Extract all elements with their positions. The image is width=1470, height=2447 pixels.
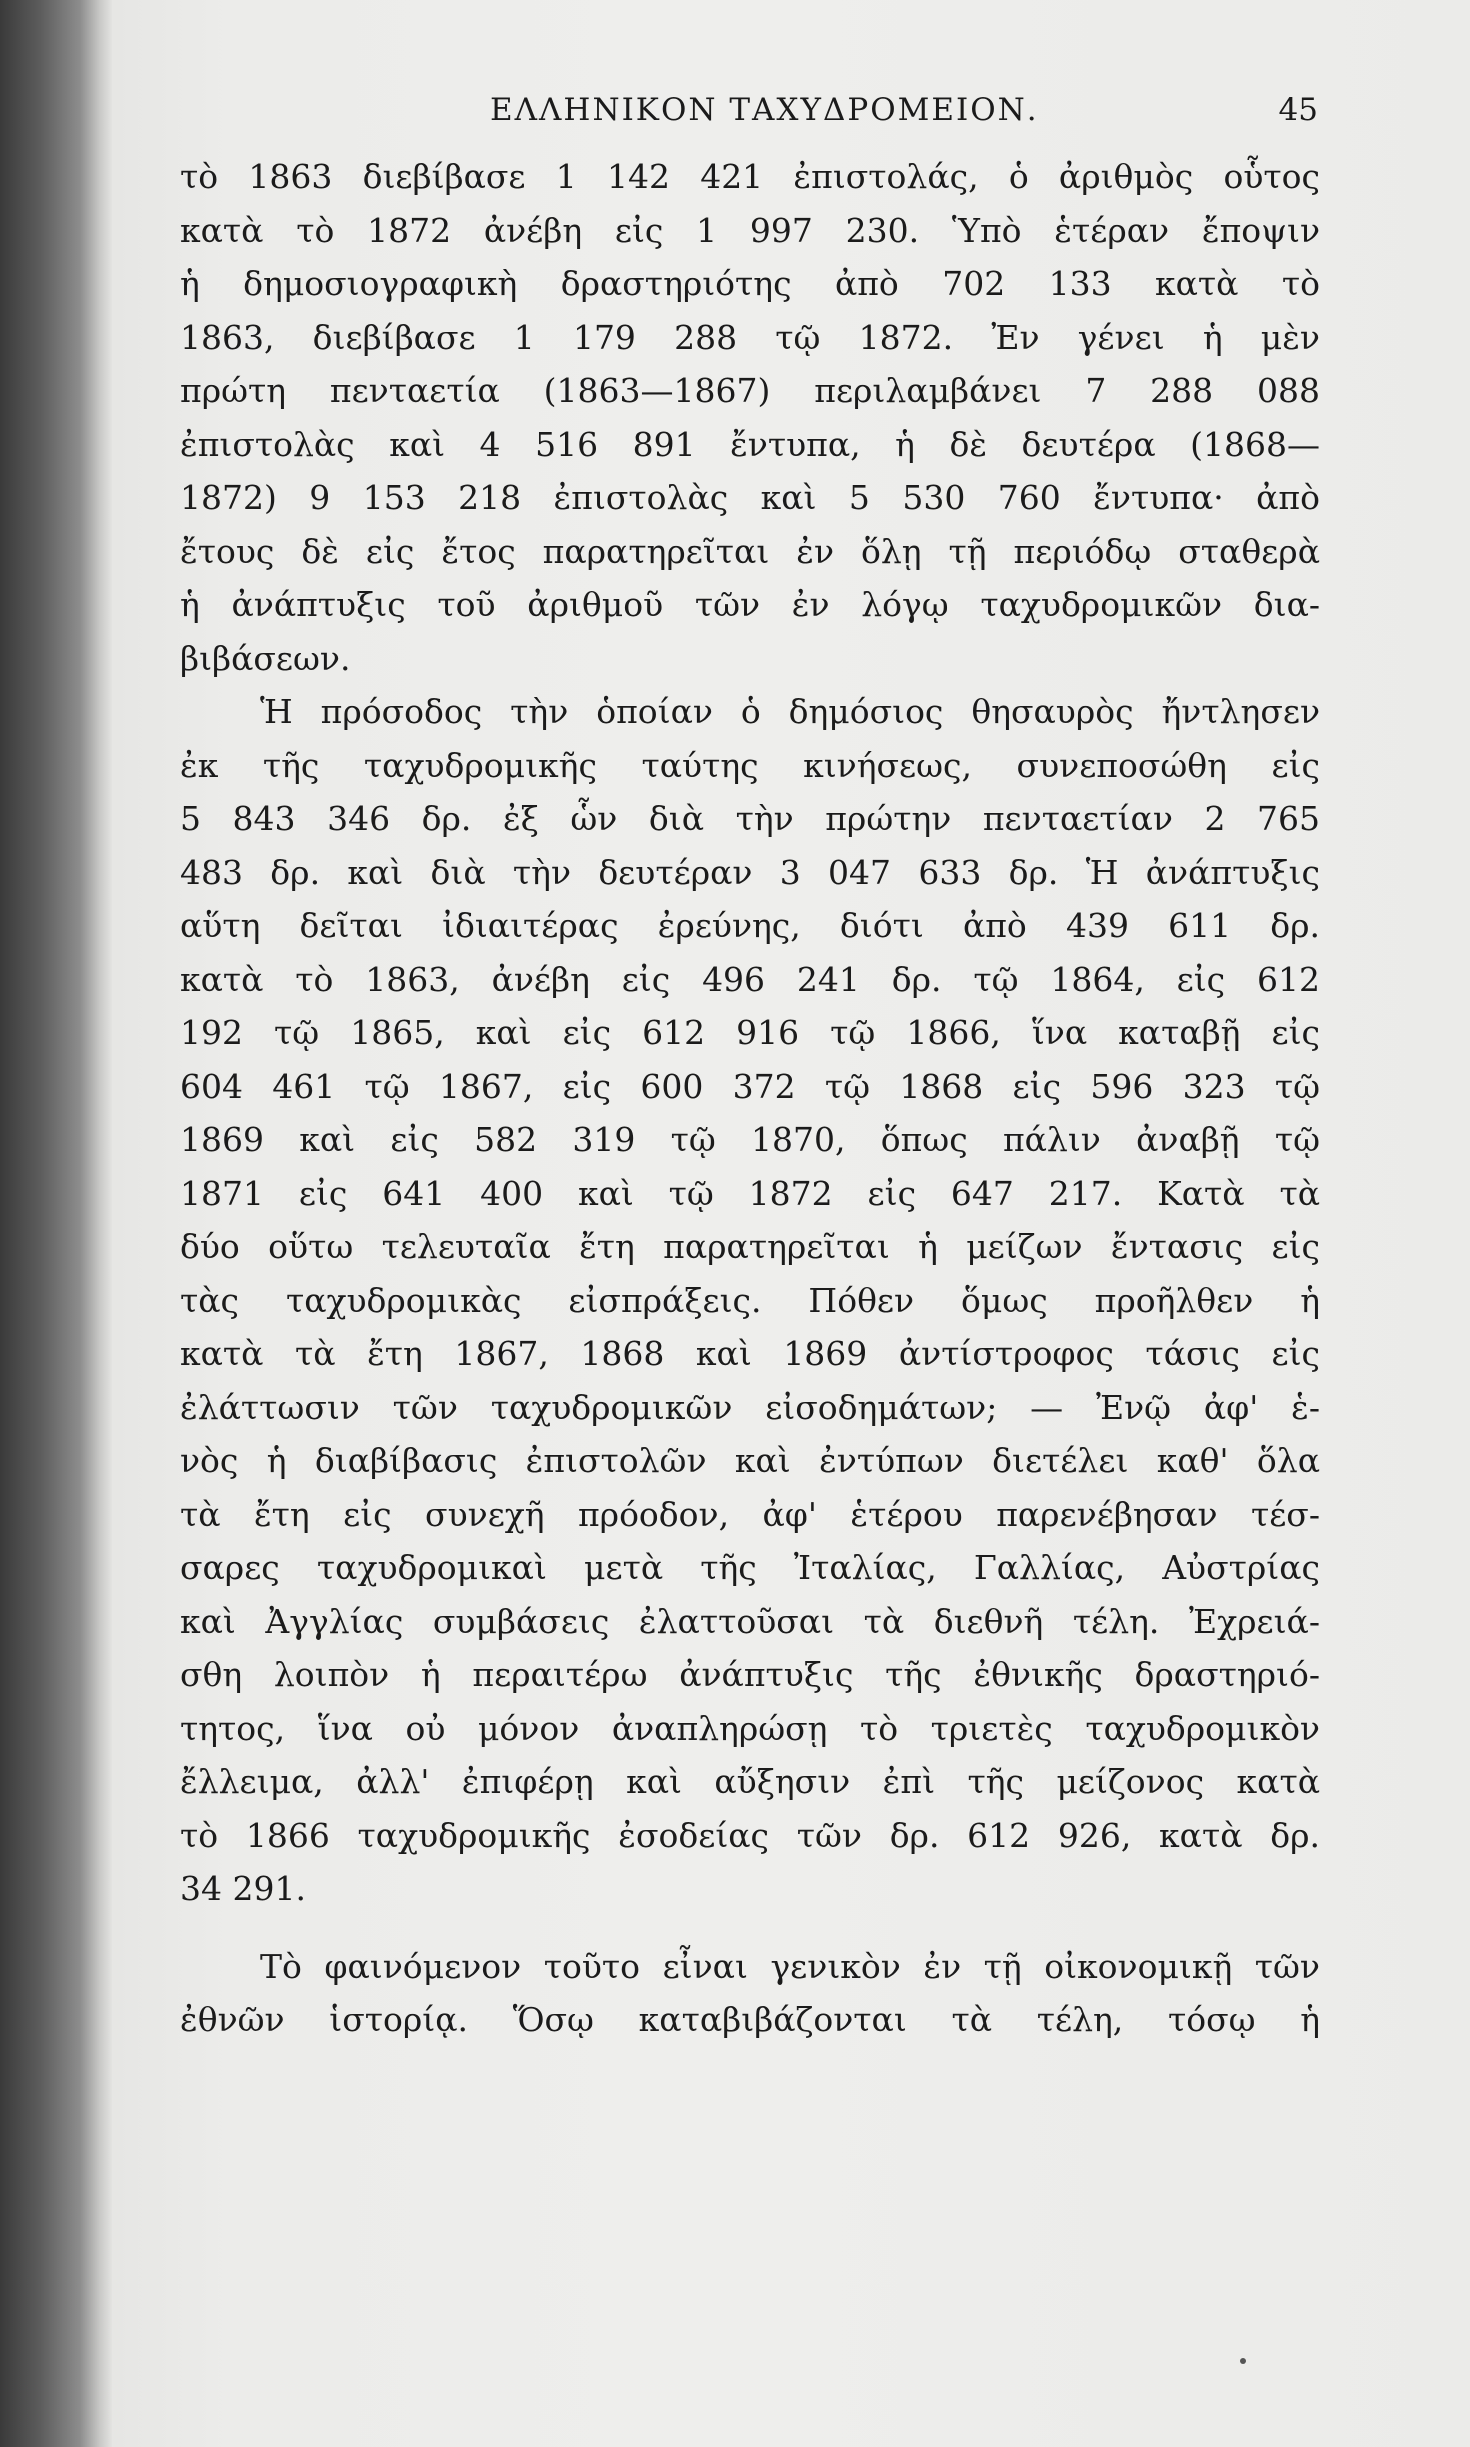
text-line: τὰ ἔτη εἰς συνεχῆ πρόοδον, ἀφ' ἑτέρου παρενέβησαν τέσ- — [180, 1494, 1320, 1534]
text-line: τὰς ταχυδρομικὰς εἰσπράξεις. Πόθεν ὅμως προῆλθεν ἡ — [180, 1280, 1320, 1320]
text-line: βιβάσεων. — [180, 638, 351, 678]
text-line: σαρες ταχυδρομικαὶ μετὰ τῆς Ἰταλίας, Γαλλίας, Αὐστρίας — [180, 1548, 1320, 1587]
running-head — [378, 92, 1318, 132]
text-line: ἡ δημοσιογραφικὴ δραστηριότης ἀπὸ 702 133 κατὰ τὸ — [180, 264, 1320, 303]
print-speck — [1240, 2358, 1246, 2364]
text-line: κατὰ τὸ 1872 ἀνέβη εἰς 1 997 230. Ὑπὸ ἑτέραν ἔποψιν — [180, 210, 1320, 250]
text-line: Τὸ φαινόμενον τοῦτο εἶναι γενικὸν ἐν τῇ οἰκονομικῇ τῶν — [260, 1946, 1320, 1986]
text-line: 1871 εἰς 641 400 καὶ τῷ 1872 εἰς 647 217. Κατὰ τὰ — [180, 1173, 1320, 1213]
scan-binding-edge — [0, 0, 112, 2447]
text-line: 5 843 346 δρ. ἐξ ὧν διὰ τὴν πρώτην πενταετίαν 2 765 — [180, 799, 1320, 838]
paragraph — [180, 685, 1320, 1916]
body-text — [180, 150, 1320, 2047]
text-line: κατὰ τὸ 1863, ἀνέβη εἰς 496 241 δρ. τῷ 1864, εἰς 612 — [180, 959, 1320, 999]
text-line: 604 461 τῷ 1867, εἰς 600 372 τῷ 1868 εἰς 596 323 τῷ — [180, 1066, 1320, 1106]
text-line: 1863, διεβίβασε 1 179 288 τῷ 1872. Ἐν γένει ἡ μὲν — [180, 317, 1320, 357]
text-line: δύο οὕτω τελευταῖα ἔτη παρατηρεῖται ἡ μείζων ἔντασις εἰς — [180, 1227, 1320, 1266]
paragraph — [180, 1940, 1320, 2047]
text-line: πρώτη πενταετία (1863—1867) περιλαμβάνει 7 288 088 — [180, 371, 1320, 410]
text-line: 1869 καὶ εἰς 582 319 τῷ 1870, ὅπως πάλιν ἀναβῇ τῷ — [180, 1120, 1320, 1159]
text-line: καὶ Ἀγγλίας συμβάσεις ἐλαττοῦσαι τὰ διεθνῆ τέλη. Ἐχρειά- — [180, 1601, 1320, 1641]
text-line: νὸς ἡ διαβίβασις ἐπιστολῶν καὶ ἐντύπων διετέλει καθ' ὅλα — [180, 1441, 1320, 1480]
text-line: ἐθνῶν ἱστορίᾳ. Ὅσῳ καταβιβάζονται τὰ τέλη, τόσῳ ἡ — [180, 2000, 1320, 2039]
page-number: 45 — [1278, 92, 1318, 128]
text-line: ἐπιστολὰς καὶ 4 516 891 ἔντυπα, ἡ δὲ δευτέρα (1868— — [180, 424, 1320, 464]
text-line: τητος, ἵνα οὐ μόνον ἀναπληρώσῃ τὸ τριετὲς ταχυδρομικὸν — [180, 1708, 1320, 1748]
text-line: 192 τῷ 1865, καὶ εἰς 612 916 τῷ 1866, ἵνα καταβῇ εἰς — [180, 1013, 1320, 1052]
text-line: ἔτους δὲ εἰς ἔτος παρατηρεῖται ἐν ὅλῃ τῇ περιόδῳ σταθερὰ — [180, 531, 1320, 571]
text-line: Ἡ πρόσοδος τὴν ὁποίαν ὁ δημόσιος θησαυρὸς ἤντλησεν — [260, 692, 1320, 731]
text-line: ἔλλειμα, ἀλλ' ἐπιφέρῃ καὶ αὔξησιν ἐπὶ τῆς μείζονος κατὰ — [180, 1762, 1320, 1801]
text-line: σθη λοιπὸν ἡ περαιτέρω ἀνάπτυξις τῆς ἐθνικῆς δραστηριό- — [180, 1655, 1320, 1694]
text-line: ἐλάττωσιν τῶν ταχυδρομικῶν εἰσοδημάτων; — Ἐνῷ ἀφ' ἑ- — [180, 1387, 1320, 1427]
text-line: τὸ 1866 ταχυδρομικῆς ἐσοδείας τῶν δρ. 612 926, κατὰ δρ. — [180, 1815, 1320, 1855]
paragraph-gap — [180, 1916, 1320, 1940]
text-line: ἡ ἀνάπτυξις τοῦ ἀριθμοῦ τῶν ἐν λόγῳ ταχυδρομικῶν δια- — [180, 585, 1320, 624]
paragraph — [180, 150, 1320, 685]
text-line: 1872) 9 153 218 ἐπιστολὰς καὶ 5 530 760 ἔντυπα· ἀπὸ — [180, 478, 1320, 517]
text-line: 483 δρ. καὶ διὰ τὴν δευτέραν 3 047 633 δρ. Ἡ ἀνάπτυξις — [180, 852, 1320, 892]
text-line: αὕτη δεῖται ἰδιαιτέρας ἐρεύνης, διότι ἀπὸ 439 611 δρ. — [180, 906, 1320, 945]
running-head-title: ΕΛΛΗΝΙΚΟΝ ΤΑΧΥΔΡΟΜΕΙΟΝ. — [490, 92, 1039, 128]
text-line: τὸ 1863 διεβίβασε 1 142 421 ἐπιστολάς, ὁ ἀριθμὸς οὗτος — [180, 157, 1320, 196]
text-line: κατὰ τὰ ἔτη 1867, 1868 καὶ 1869 ἀντίστροφος τάσις εἰς — [180, 1334, 1320, 1373]
text-line: 34 291. — [180, 1869, 306, 1908]
text-line: ἐκ τῆς ταχυδρομικῆς ταύτης κινήσεως, συνεποσώθη εἰς — [180, 745, 1320, 785]
